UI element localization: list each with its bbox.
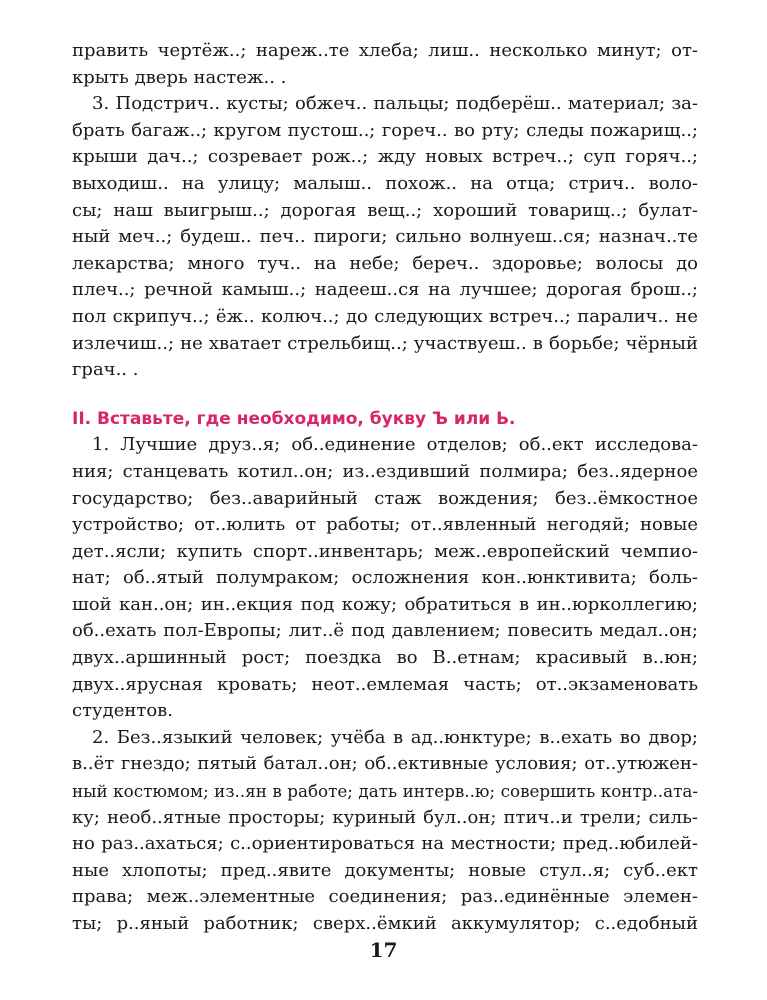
text-line: двух..аршинный рост; поездка во В..етнам; красивый в..юн; xyxy=(72,647,698,669)
text-line: излечиш..; не хватает стрельбищ..; участвуеш.. в борьбе; чёрный xyxy=(72,332,698,354)
text-line: 2. Без..языкий человек; учёба в ад..юнктуре; в..ехать во двор; xyxy=(92,726,698,748)
text-line: государство; без..аварийный стаж вождения; без..ёмкостное xyxy=(72,487,698,509)
text-line: двух..ярусная кровать; неот..емлемая часть; от..экзаменовать xyxy=(72,673,698,695)
text-line: студентов. xyxy=(72,700,174,722)
text-line: грач.. . xyxy=(72,359,139,381)
text-line: шой кан..он; ин..екция под кожу; обратиться в ин..юрколлегию; xyxy=(72,593,698,615)
text-line: плеч..; речной камыш..; надееш..ся на лучшее; дорогая брош..; xyxy=(72,279,698,301)
text-line: ты; р..яный работник; сверх..ёмкий аккумулятор; с..едобный xyxy=(72,913,698,934)
text-line: дет..ясли; купить спорт..инвентарь; меж..европейский чемпио- xyxy=(72,540,698,562)
exercise-1 xyxy=(72,432,698,725)
text-line: в..ёт гнездо; пятый батал..он; об..ективные условия; от..утюжен- xyxy=(72,753,698,775)
text-line: ный меч..; будеш.. печ.. пироги; сильно волнуеш..ся; назнач..те xyxy=(72,226,698,248)
text-line: устройство; от..юлить от работы; от..явленный негодяй; новые xyxy=(72,514,698,536)
page-content xyxy=(72,38,698,938)
text-line: брать багаж..; кругом пустош..; гореч.. во рту; следы пожарищ..; xyxy=(72,119,698,141)
text-line: крыши дач..; созревает рож..; жду новых встреч..; суп горяч..; xyxy=(72,146,698,168)
text-line: ку; необ..ятные просторы; куриный бул..он; птич..и трели; силь- xyxy=(72,806,698,828)
text-line: ные хлопоты; пред..явите документы; новые стул..я; суб..ект xyxy=(72,859,698,881)
exercise-3 xyxy=(72,91,698,384)
text-line: ния; станцевать котил..он; из..ездивший полмира; без..ядерное xyxy=(72,460,698,482)
text-line: права; меж..элементные соединения; раз..единённые элемен- xyxy=(72,886,698,908)
text-line: нат; об..ятый полумраком; осложнения кон..юнктивита; боль- xyxy=(72,567,698,589)
text-line: 1. Лучшие друз..я; об..единение отделов; об..ект исследова- xyxy=(92,434,698,456)
text-line: ный костюмом; из..ян в работе; дать интерв..ю; совершить контр..ата- xyxy=(72,781,698,802)
text-line: лекарства; много туч.. на небе; береч.. здоровье; волосы до xyxy=(72,252,698,274)
text-line: пол скрипуч..; ёж.. колюч..; до следующих встреч..; паралич.. не xyxy=(72,305,698,327)
section-heading: II. Вставьте, где необходимо, букву Ъ или Ь. xyxy=(72,408,516,429)
text-line: выходиш.. на улицу; малыш.. похож.. на отца; стрич.. воло- xyxy=(72,172,698,194)
text-line: править чертёж..; нареж..те хлеба; лиш.. несколько минут; от- xyxy=(72,40,698,61)
page-number: 17 xyxy=(369,938,398,962)
paragraph-continuation xyxy=(72,38,698,91)
text-line: сы; наш выигрыш..; дорогая вещ..; хороший товарищ..; булат- xyxy=(72,199,698,221)
text-line: об..ехать пол-Европы; лит..ё под давлением; повесить медал..он; xyxy=(72,620,698,642)
exercise-2 xyxy=(72,725,698,938)
text-line: крыть дверь настеж.. . xyxy=(72,66,287,88)
text-line: 3. Подстрич.. кусты; обжеч.. пальцы; подберёш.. материал; за- xyxy=(92,93,698,115)
text-line: но раз..ахаться; с..ориентироваться на местности; пред..юбилей- xyxy=(72,833,698,855)
